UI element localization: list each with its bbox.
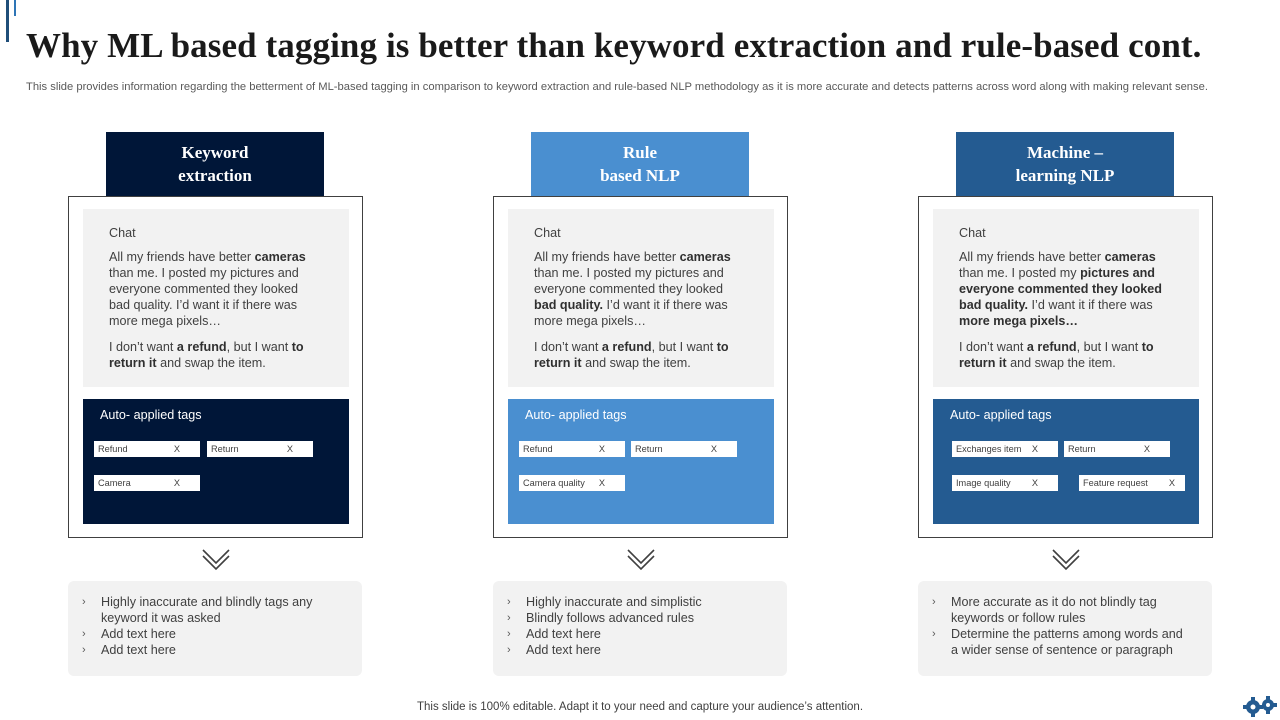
column-header	[531, 132, 749, 196]
bullet-chevron-icon: ›	[82, 628, 86, 640]
slide-footer: This slide is 100% editable. Adapt it to your need and capture your audience’s attention.	[416, 701, 864, 713]
remove-tag-icon[interactable]: X	[1031, 478, 1038, 488]
remove-tag-icon[interactable]: X	[710, 444, 717, 454]
summary-box	[918, 581, 1212, 676]
chat-paragraph-1: All my friends have better cameras than me. I posted my pictures and everyone commented they looked bad quality. I’d want it if there was more mega pixels…	[109, 250, 306, 328]
column-keyword-extraction	[68, 132, 363, 677]
bullet-chevron-icon: ›	[507, 644, 511, 656]
auto-tags-panel	[508, 399, 774, 524]
summary-bullet: › Blindly follows advanced rules	[507, 611, 695, 625]
summary-bullet: › Determine the patterns among words and a wider sense of sentence or paragraph	[932, 627, 1183, 657]
tag-chip[interactable]: Return X	[631, 441, 737, 457]
tags-title: Auto- applied tags	[525, 408, 627, 422]
bullet-chevron-icon: ›	[507, 628, 511, 640]
bullet-chevron-icon: ›	[507, 596, 511, 608]
tag-chip[interactable]: Image quality X	[952, 475, 1058, 491]
bullet-chevron-icon: ›	[82, 644, 86, 656]
summary-bullet: › More accurate as it do not blindly tag keywords or follow rules	[932, 595, 1157, 625]
summary-bullet: › Add text here	[82, 643, 176, 657]
summary-bullet: › Add text here	[507, 627, 601, 641]
column-rule-based-nlp	[493, 132, 788, 677]
chat-paragraph-2: I don’t want a refund, but I want to return it and swap the item.	[109, 340, 304, 370]
header-line-2: learning NLP	[1015, 166, 1115, 185]
tags-title: Auto- applied tags	[100, 408, 202, 422]
chevron-down-icon	[201, 546, 231, 572]
column-header	[106, 132, 324, 196]
remove-tag-icon[interactable]: X	[286, 444, 293, 454]
remove-tag-icon[interactable]: X	[173, 478, 180, 488]
tag-chip[interactable]: Return X	[1064, 441, 1170, 457]
remove-tag-icon[interactable]: X	[1031, 444, 1038, 454]
summary-bullet: › Highly inaccurate and blindly tags any keyword it was asked	[82, 595, 313, 625]
tag-chip[interactable]: Refund X	[519, 441, 625, 457]
header-line-1: Machine –	[1026, 143, 1104, 162]
tag-chip[interactable]: Exchanges item X	[952, 441, 1058, 457]
header-line-1: Keyword	[181, 143, 249, 162]
chat-paragraph-2: I don’t want a refund, but I want to return it and swap the item.	[959, 340, 1154, 370]
tag-chip[interactable]: Camera quality X	[519, 475, 625, 491]
column-header	[956, 132, 1174, 196]
example-frame	[918, 196, 1213, 538]
accent-bar-secondary	[14, 0, 16, 16]
remove-tag-icon[interactable]: X	[173, 444, 180, 454]
example-frame	[493, 196, 788, 538]
accent-bar	[6, 0, 9, 42]
chat-label: Chat	[534, 226, 561, 240]
tag-chip[interactable]: Feature request X	[1079, 475, 1185, 491]
tag-chip[interactable]: Camera X	[94, 475, 200, 491]
summary-box	[493, 581, 787, 676]
slide-title: Why ML based tagging is better than keyword extraction and rule-based cont.	[26, 26, 1202, 65]
summary-bullet: › Add text here	[507, 643, 601, 657]
remove-tag-icon[interactable]: X	[1168, 478, 1175, 488]
chat-label: Chat	[959, 226, 986, 240]
summary-bullet: › Add text here	[82, 627, 176, 641]
bullet-chevron-icon: ›	[507, 612, 511, 624]
chat-box	[508, 209, 774, 387]
chevron-down-icon	[626, 546, 656, 572]
example-frame	[68, 196, 363, 538]
chat-box	[933, 209, 1199, 387]
summary-bullet: › Highly inaccurate and simplistic	[507, 595, 702, 609]
bullet-chevron-icon: ›	[82, 596, 86, 608]
column-machine-learning-nlp	[918, 132, 1213, 677]
chevron-down-icon	[1051, 546, 1081, 572]
auto-tags-panel	[83, 399, 349, 524]
tag-chip[interactable]: Refund X	[94, 441, 200, 457]
chat-paragraph-1: All my friends have better cameras than me. I posted my pictures and everyone commented they looked bad quality. I’d want it if there was more mega pixels…	[959, 250, 1162, 328]
remove-tag-icon[interactable]: X	[1143, 444, 1150, 454]
remove-tag-icon[interactable]: X	[598, 478, 605, 488]
bullet-chevron-icon: ›	[932, 628, 936, 640]
summary-box	[68, 581, 362, 676]
slide-subtitle: This slide provides information regarding the betterment of ML-based tagging in comparison to keyword extraction and rule-based NLP methodology as it is more accurate and detects patterns across word along with making relevant sense.	[26, 81, 1208, 93]
chat-paragraph-1: All my friends have better cameras than me. I posted my pictures and everyone commented they looked bad quality. I’d want it if there was more mega pixels…	[534, 250, 731, 328]
bullet-chevron-icon: ›	[932, 596, 936, 608]
chat-paragraph-2: I don’t want a refund, but I want to return it and swap the item.	[534, 340, 729, 370]
header-line-2: based NLP	[600, 166, 680, 185]
header-line-2: extraction	[178, 166, 252, 185]
tags-title: Auto- applied tags	[950, 408, 1052, 422]
chat-box	[83, 209, 349, 387]
auto-tags-panel	[933, 399, 1199, 524]
tag-chip[interactable]: Return X	[207, 441, 313, 457]
gear-logo-icon	[1242, 694, 1278, 718]
header-line-1: Rule	[623, 143, 657, 162]
chat-label: Chat	[109, 226, 136, 240]
remove-tag-icon[interactable]: X	[598, 444, 605, 454]
